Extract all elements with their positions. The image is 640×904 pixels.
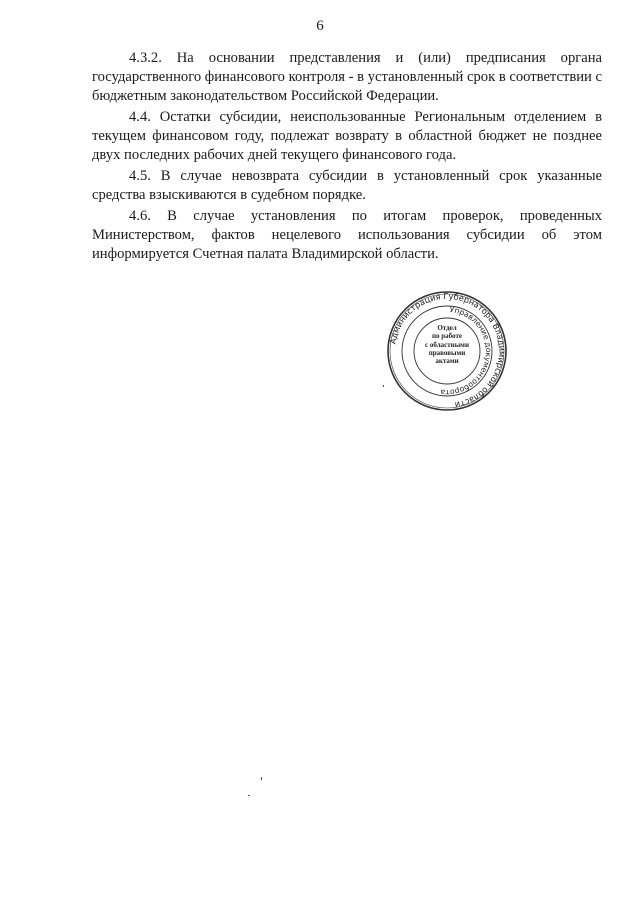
seal-center-line: Отдел bbox=[437, 324, 457, 332]
official-seal-stamp bbox=[386, 290, 508, 412]
scan-speck bbox=[261, 777, 262, 780]
scan-speck bbox=[248, 795, 250, 796]
seal-center-text bbox=[386, 324, 508, 365]
seal-outer-text: Администрация Губернатора Владимирской области bbox=[387, 290, 508, 411]
paragraph-4-5: 4.5. В случае невозврата субсидии в установленный срок указанные средства взыскиваются в судебном порядке. bbox=[92, 168, 602, 203]
scan-speck bbox=[383, 385, 384, 387]
seal-inner-text: Управление документооборота bbox=[440, 305, 494, 398]
paragraph-4-6: 4.6. В случае установления по итогам проверок, проведенных Министерством, фактов нецелевого использования субсидии об этом информируется Счетная палата Владимирской области. bbox=[92, 208, 602, 262]
paragraph-4-4: 4.4. Остатки субсидии, неиспользованные Региональным отделением в текущем финансовом году, подлежат возврату в областной бюджет не позднее двух последних рабочих дней текущего финансового года. bbox=[92, 109, 602, 163]
seal-center-line: правовыми bbox=[428, 348, 466, 357]
seal-center-line: с областными bbox=[425, 340, 469, 349]
paragraph-4-3-2: 4.3.2. На основании представления и (или) предписания органа государственного финансового контроля - в установленный срок в соответствии с бюджетным законодательством Российской Федерации. bbox=[92, 50, 602, 104]
document-body bbox=[92, 49, 602, 266]
seal-center-line: по работе bbox=[431, 332, 463, 341]
seal-center-line: актами bbox=[435, 357, 459, 366]
page-number: 6 bbox=[316, 18, 324, 34]
